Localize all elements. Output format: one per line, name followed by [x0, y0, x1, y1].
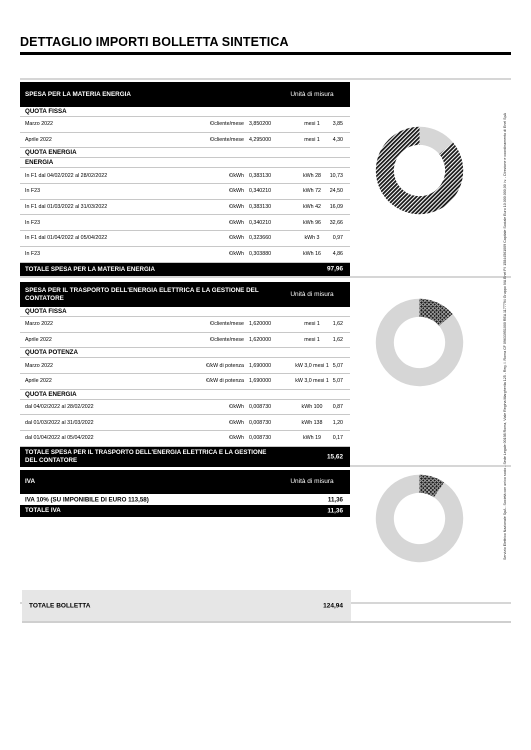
iva-row [20, 494, 350, 505]
row-total: 0,87 [332, 404, 343, 411]
row-desc: Marzo 2022 [25, 362, 53, 369]
row-unit: €/cliente/mese [209, 321, 244, 328]
row-price: 0,303880 [249, 251, 272, 258]
row-desc: In F1 dal 04/02/2022 al 28/02/2022 [25, 172, 108, 179]
page-title: DETTAGLIO IMPORTI BOLLETTA SINTETICA [20, 35, 289, 49]
donut-iva [372, 471, 467, 566]
row-unit: €/cliente/mese [209, 121, 244, 128]
row-desc: In F1 dal 01/03/2022 al 31/03/2022 [25, 204, 108, 211]
row-unit: €/kWh [228, 251, 244, 258]
row-unit: €/cliente/mese [209, 137, 244, 144]
section-title: SPESA PER LA MATERIA ENERGIA [25, 90, 131, 98]
table-row [20, 117, 350, 133]
group-label: QUOTA ENERGIA [20, 390, 350, 400]
group-label: QUOTA FISSA [20, 107, 350, 117]
row-total: 5,07 [332, 362, 343, 369]
row-qty: kWh 16 [303, 251, 321, 258]
total-bolletta-label: TOTALE BOLLETTA [29, 602, 91, 609]
row-total: 3,85 [332, 121, 343, 128]
table-row [20, 317, 350, 333]
row-total: 0,17 [332, 435, 343, 442]
row-desc: dal 01/04/2022 al 05/04/2022 [25, 435, 94, 442]
row-total: 4,86 [332, 251, 343, 258]
table-row [20, 168, 350, 184]
row-qty: kWh 100 [301, 404, 323, 411]
row-price: 0,340210 [249, 188, 272, 195]
row-unit: €/kWh [228, 172, 244, 179]
row-qty: mesi 1 [304, 121, 320, 128]
row-unit: €/kWh [228, 219, 244, 226]
row-price: 3,850200 [249, 121, 272, 128]
row-qty: kWh 42 [303, 204, 321, 211]
row-total: 1,20 [332, 419, 343, 426]
table-row [20, 431, 350, 447]
row-total: 1,62 [332, 337, 343, 344]
table-row [20, 231, 350, 247]
row-qty: kWh 72 [303, 188, 321, 195]
total-label: TOTALE SPESA PER IL TRASPORTO DELL'ENERGIA ELETTRICA E LA GESTIONE DEL CONTATORE [25, 449, 267, 464]
row-unit: €/kW di potenza [206, 378, 244, 385]
unit-header: Unità di misura [290, 290, 334, 298]
row-qty: mesi 1 [304, 337, 320, 344]
total-value: 97,96 [327, 265, 343, 273]
section-header [20, 282, 350, 307]
row-price: 1,620000 [249, 337, 272, 344]
row-total: 0,97 [332, 235, 343, 242]
section-title: SPESA PER IL TRASPORTO DELL'ENERGIA ELETTRICA E LA GESTIONE DEL CONTATORE [25, 286, 259, 302]
row-qty: kWh 3 [304, 235, 320, 242]
table-row [20, 133, 350, 149]
total-value: 15,62 [327, 453, 343, 461]
title-rule [20, 52, 511, 55]
unit-header: Unità di misura [290, 478, 334, 485]
section-header [20, 82, 350, 107]
row-price: 0,323660 [249, 235, 272, 242]
row-desc: dal 04/02/2022 al 28/02/2022 [25, 404, 94, 411]
row-qty: mesi 1 [304, 137, 320, 144]
row-desc: In F23 [25, 219, 41, 226]
row-unit: €/kW di potenza [206, 362, 244, 369]
row-total: 4,30 [332, 137, 343, 144]
row-total: 32,66 [329, 219, 343, 226]
row-desc: dal 01/03/2022 al 31/03/2022 [25, 419, 94, 426]
table-row [20, 215, 350, 231]
table-row [20, 358, 350, 374]
row-qty: kW 3,0 mesi 1 [295, 362, 329, 369]
total-value: 11,36 [327, 507, 343, 515]
total-bolletta [22, 590, 351, 621]
row-price: 1,690000 [249, 378, 272, 385]
group-label: ENERGIA [20, 158, 350, 168]
section-total [20, 505, 350, 517]
row-qty: kWh 19 [303, 435, 321, 442]
row-price: 0,383130 [249, 172, 272, 179]
row-unit: €/kWh [228, 235, 244, 242]
group-label: QUOTA ENERGIA [20, 148, 350, 158]
row-desc: Aprile 2022 [25, 137, 52, 144]
table-row [20, 200, 350, 216]
table-row [20, 400, 350, 416]
section-total [20, 263, 350, 276]
group-label: QUOTA POTENZA [20, 348, 350, 358]
section-rule [20, 78, 511, 80]
row-desc: In F23 [25, 251, 41, 258]
row-desc: Marzo 2022 [25, 321, 53, 328]
final-rule [22, 621, 511, 623]
row-unit: €/kWh [228, 188, 244, 195]
row-price: 4,295000 [249, 137, 272, 144]
section-title: IVA [25, 478, 36, 486]
row-unit: €/cliente/mese [209, 337, 244, 344]
row-unit: €/kWh [228, 204, 244, 211]
legal-side-text: Servizio Elettrico Nazionale SpA - Società con unico socio - Sede Legale 00198 Roma, Viale Regina Margherita 125 - Reg. I. Roma CF 09633951000 REA 1177794 Gruppo IVA Enel P.I 15844561009 Capitale Sociale Euro 10.000.000,00 i.v. - Direzione e coordinamento di Enel SpA [503, 113, 507, 560]
row-price: 0,008730 [249, 435, 272, 442]
row-price: 0,008730 [249, 404, 272, 411]
table-row [20, 333, 350, 349]
section-header [20, 470, 350, 494]
row-qty: mesi 1 [304, 321, 320, 328]
iva-label: IVA 10% (SU IMPONIBILE DI EURO 113,58) [25, 496, 149, 503]
total-label: TOTALE IVA [25, 507, 61, 514]
row-total: 5,07 [332, 378, 343, 385]
table-row [20, 415, 350, 431]
row-qty: kWh 28 [303, 172, 321, 179]
donut-energia [372, 123, 467, 218]
row-unit: €/kWh [228, 404, 244, 411]
row-desc: In F1 dal 01/04/2022 al 05/04/2022 [25, 235, 108, 242]
row-total: 10,73 [329, 172, 343, 179]
row-total: 24,50 [329, 188, 343, 195]
row-unit: €/kWh [228, 435, 244, 442]
section-iva [20, 470, 350, 517]
row-price: 0,340210 [249, 219, 272, 226]
section-rule [20, 276, 511, 278]
row-qty: kW 3,0 mesi 1 [295, 378, 329, 385]
table-row [20, 247, 350, 263]
section-trasporto [20, 282, 350, 467]
row-qty: kWh 138 [301, 419, 323, 426]
section-energia [20, 82, 350, 276]
table-row [20, 374, 350, 390]
row-price: 1,620000 [249, 321, 272, 328]
row-desc: Marzo 2022 [25, 121, 53, 128]
row-desc: Aprile 2022 [25, 378, 52, 385]
total-label: TOTALE SPESA PER LA MATERIA ENERGIA [25, 265, 155, 273]
total-bolletta-value: 124,94 [323, 602, 343, 609]
row-desc: Aprile 2022 [25, 337, 52, 344]
section-total [20, 447, 350, 467]
row-total: 1,62 [332, 321, 343, 328]
row-total: 16,09 [329, 204, 343, 211]
donut-trasporto [372, 295, 467, 390]
row-unit: €/kWh [228, 419, 244, 426]
row-price: 1,690000 [249, 362, 272, 369]
row-price: 0,008730 [249, 419, 272, 426]
unit-header: Unità di misura [290, 90, 334, 98]
group-label: QUOTA FISSA [20, 307, 350, 317]
iva-value: 11,36 [327, 496, 343, 503]
row-desc: In F23 [25, 188, 41, 195]
table-row [20, 184, 350, 200]
row-qty: kWh 96 [303, 219, 321, 226]
row-price: 0,383130 [249, 204, 272, 211]
